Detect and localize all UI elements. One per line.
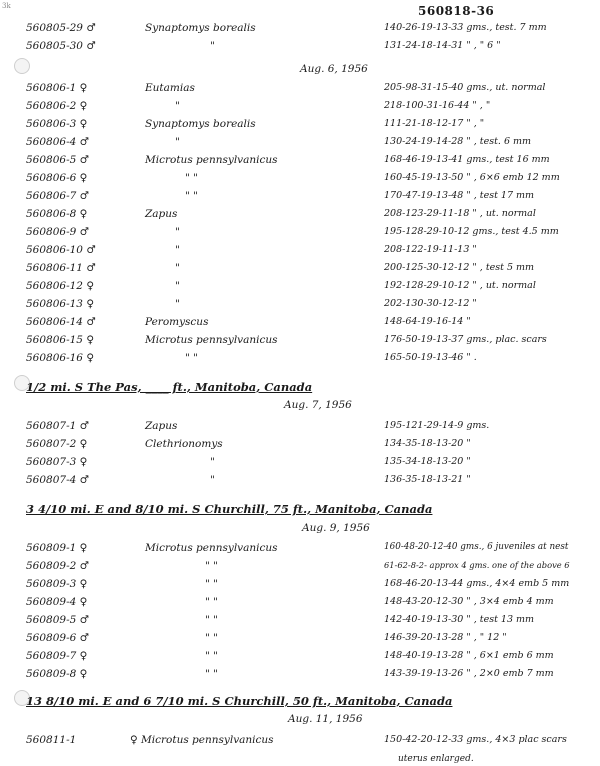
- species-name: " ": [185, 352, 198, 364]
- measurements: 208-123-29-11-18 " , ut. normal: [384, 208, 536, 219]
- collection-date: Aug. 11, 1956: [288, 713, 363, 725]
- species-name: " ": [205, 614, 218, 626]
- species-name: " ": [205, 596, 218, 608]
- species-name: Microtus pennsylvanicus: [145, 154, 278, 166]
- species-name: " ": [205, 632, 218, 644]
- measurements: 148-64-19-16-14 ": [384, 316, 471, 327]
- species-name: ": [210, 40, 215, 52]
- catalog-number: 560806-11 ♂: [26, 262, 96, 274]
- catalog-number: 560806-2 ♀: [26, 100, 88, 112]
- catalog-number: 560811-1: [26, 734, 77, 746]
- catalog-number: 560809-3 ♀: [26, 578, 88, 590]
- collection-date: Aug. 6, 1956: [300, 63, 368, 75]
- catalog-number: 560807-3 ♀: [26, 456, 88, 468]
- species-name: Synaptomys borealis: [145, 118, 256, 130]
- catalog-number: 560805-29 ♂: [26, 22, 96, 34]
- locality-heading: 13 8/10 mi. E and 6 7/10 mi. S Churchill, 50 ft., Manitoba, Canada: [26, 694, 453, 708]
- catalog-number: 560806-4 ♂: [26, 136, 90, 148]
- species-name: ": [175, 226, 180, 238]
- page-header: 560818-36: [418, 4, 495, 18]
- catalog-number: 560806-12 ♀: [26, 280, 95, 292]
- measurements: 142-40-19-13-30 " , test 13 mm: [384, 614, 535, 625]
- catalog-number: 560806-15 ♀: [26, 334, 95, 346]
- corner-mark: 3k: [2, 2, 11, 10]
- catalog-number: 560807-4 ♂: [26, 474, 90, 486]
- measurements: 195-128-29-10-12 gms., test 4.5 mm: [384, 226, 559, 237]
- catalog-number: 560809-1 ♀: [26, 542, 88, 554]
- species-name: ♀ Microtus pennsylvanicus: [130, 734, 274, 746]
- collection-date: Aug. 9, 1956: [302, 522, 370, 534]
- measurements: 130-24-19-14-28 " , test. 6 mm: [384, 136, 532, 147]
- catalog-number: 560806-3 ♀: [26, 118, 88, 130]
- species-name: ": [175, 280, 180, 292]
- species-name: " ": [205, 578, 218, 590]
- measurements: 170-47-19-13-48 " , test 17 mm: [384, 190, 535, 201]
- catalog-number: 560806-9 ♂: [26, 226, 90, 238]
- measurements: 192-128-29-10-12 " , ut. normal: [384, 280, 536, 291]
- measurements: 143-39-19-13-26 " , 2×0 emb 7 mm: [384, 668, 554, 679]
- catalog-number: 560806-1 ♀: [26, 82, 88, 94]
- catalog-number: 560806-6 ♀: [26, 172, 88, 184]
- measurements: 146-39-20-13-28 " , " 12 ": [384, 632, 507, 643]
- measurements: 136-35-18-13-21 ": [384, 474, 471, 485]
- catalog-number: 560809-6 ♂: [26, 632, 90, 644]
- punch-hole-icon: [14, 58, 30, 74]
- measurements: 208-122-19-11-13 ": [384, 244, 477, 255]
- measurements: 148-43-20-12-30 " , 3×4 emb 4 mm: [384, 596, 554, 607]
- species-name: ": [175, 298, 180, 310]
- species-name: Peromyscus: [145, 316, 209, 328]
- measurements: 160-45-19-13-50 " , 6×6 emb 12 mm: [384, 172, 560, 183]
- catalog-number: 560806-10 ♂: [26, 244, 96, 256]
- catalog-number: 560807-1 ♂: [26, 420, 90, 432]
- catalog-number: 560806-8 ♀: [26, 208, 88, 220]
- catalog-number: 560806-7 ♂: [26, 190, 90, 202]
- species-name: ": [175, 244, 180, 256]
- species-name: " ": [185, 190, 198, 202]
- measurements: 61-62-8-2- approx 4 gms. one of the above 6: [384, 560, 570, 570]
- species-name: Clethrionomys: [145, 438, 223, 450]
- species-name: ": [175, 262, 180, 274]
- measurements: 202-130-30-12-12 ": [384, 298, 477, 309]
- measurements: 168-46-20-13-44 gms., 4×4 emb 5 mm: [384, 578, 570, 589]
- measurements: 195-121-29-14-9 gms.: [384, 420, 490, 431]
- measurements: 160-48-20-12-40 gms., 6 juveniles at nest: [384, 542, 569, 552]
- catalog-number: 560805-30 ♂: [26, 40, 96, 52]
- measurements: 218-100-31-16-44 " , ": [384, 100, 491, 111]
- measurements: 135-34-18-13-20 ": [384, 456, 471, 467]
- measurements: 131-24-18-14-31 " , " 6 ": [384, 40, 501, 51]
- catalog-number: 560806-16 ♀: [26, 352, 95, 364]
- species-name: Zapus: [145, 208, 178, 220]
- species-name: " ": [205, 650, 218, 662]
- catalog-number: 560809-7 ♀: [26, 650, 88, 662]
- species-name: Synaptomys borealis: [145, 22, 256, 34]
- species-name: Eutamias: [145, 82, 195, 94]
- locality-heading: 3 4/10 mi. E and 8/10 mi. S Churchill, 75 ft., Manitoba, Canada: [26, 502, 433, 516]
- catalog-number: 560809-2 ♂: [26, 560, 90, 572]
- catalog-number: 560806-14 ♂: [26, 316, 96, 328]
- measurements: 148-40-19-13-28 " , 6×1 emb 6 mm: [384, 650, 554, 661]
- species-name: " ": [185, 172, 198, 184]
- species-name: " ": [205, 560, 218, 572]
- locality-heading: 1/2 mi. S The Pas, ____ ft., Manitoba, Canada: [26, 380, 313, 394]
- measurements: 134-35-18-13-20 ": [384, 438, 471, 449]
- species-name: ": [175, 136, 180, 148]
- catalog-number: 560809-5 ♂: [26, 614, 90, 626]
- species-name: " ": [205, 668, 218, 680]
- measurements: 111-21-18-12-17 " , ": [384, 118, 485, 129]
- catalog-number: 560809-4 ♀: [26, 596, 88, 608]
- collection-date: Aug. 7, 1956: [284, 399, 352, 411]
- species-name: ": [175, 100, 180, 112]
- measurements: 176-50-19-13-37 gms., plac. scars: [384, 334, 547, 345]
- measurements: 200-125-30-12-12 " , test 5 mm: [384, 262, 535, 273]
- measurements: 165-50-19-13-46 " .: [384, 352, 477, 363]
- measurements: 168-46-19-13-41 gms., test 16 mm: [384, 154, 550, 165]
- catalog-number: 560809-8 ♀: [26, 668, 88, 680]
- species-name: ": [210, 456, 215, 468]
- species-name: Microtus pennsylvanicus: [145, 334, 278, 346]
- catalog-number: 560806-5 ♂: [26, 154, 90, 166]
- measurement-continuation: uterus enlarged.: [398, 754, 474, 764]
- catalog-number: 560806-13 ♀: [26, 298, 95, 310]
- species-name: Microtus pennsylvanicus: [145, 542, 278, 554]
- measurements: 205-98-31-15-40 gms., ut. normal: [384, 82, 546, 93]
- measurements: 150-42-20-12-33 gms., 4×3 plac scars: [384, 734, 567, 745]
- measurements: 140-26-19-13-33 gms., test. 7 mm: [384, 22, 547, 33]
- species-name: Zapus: [145, 420, 178, 432]
- species-name: ": [210, 474, 215, 486]
- catalog-number: 560807-2 ♀: [26, 438, 88, 450]
